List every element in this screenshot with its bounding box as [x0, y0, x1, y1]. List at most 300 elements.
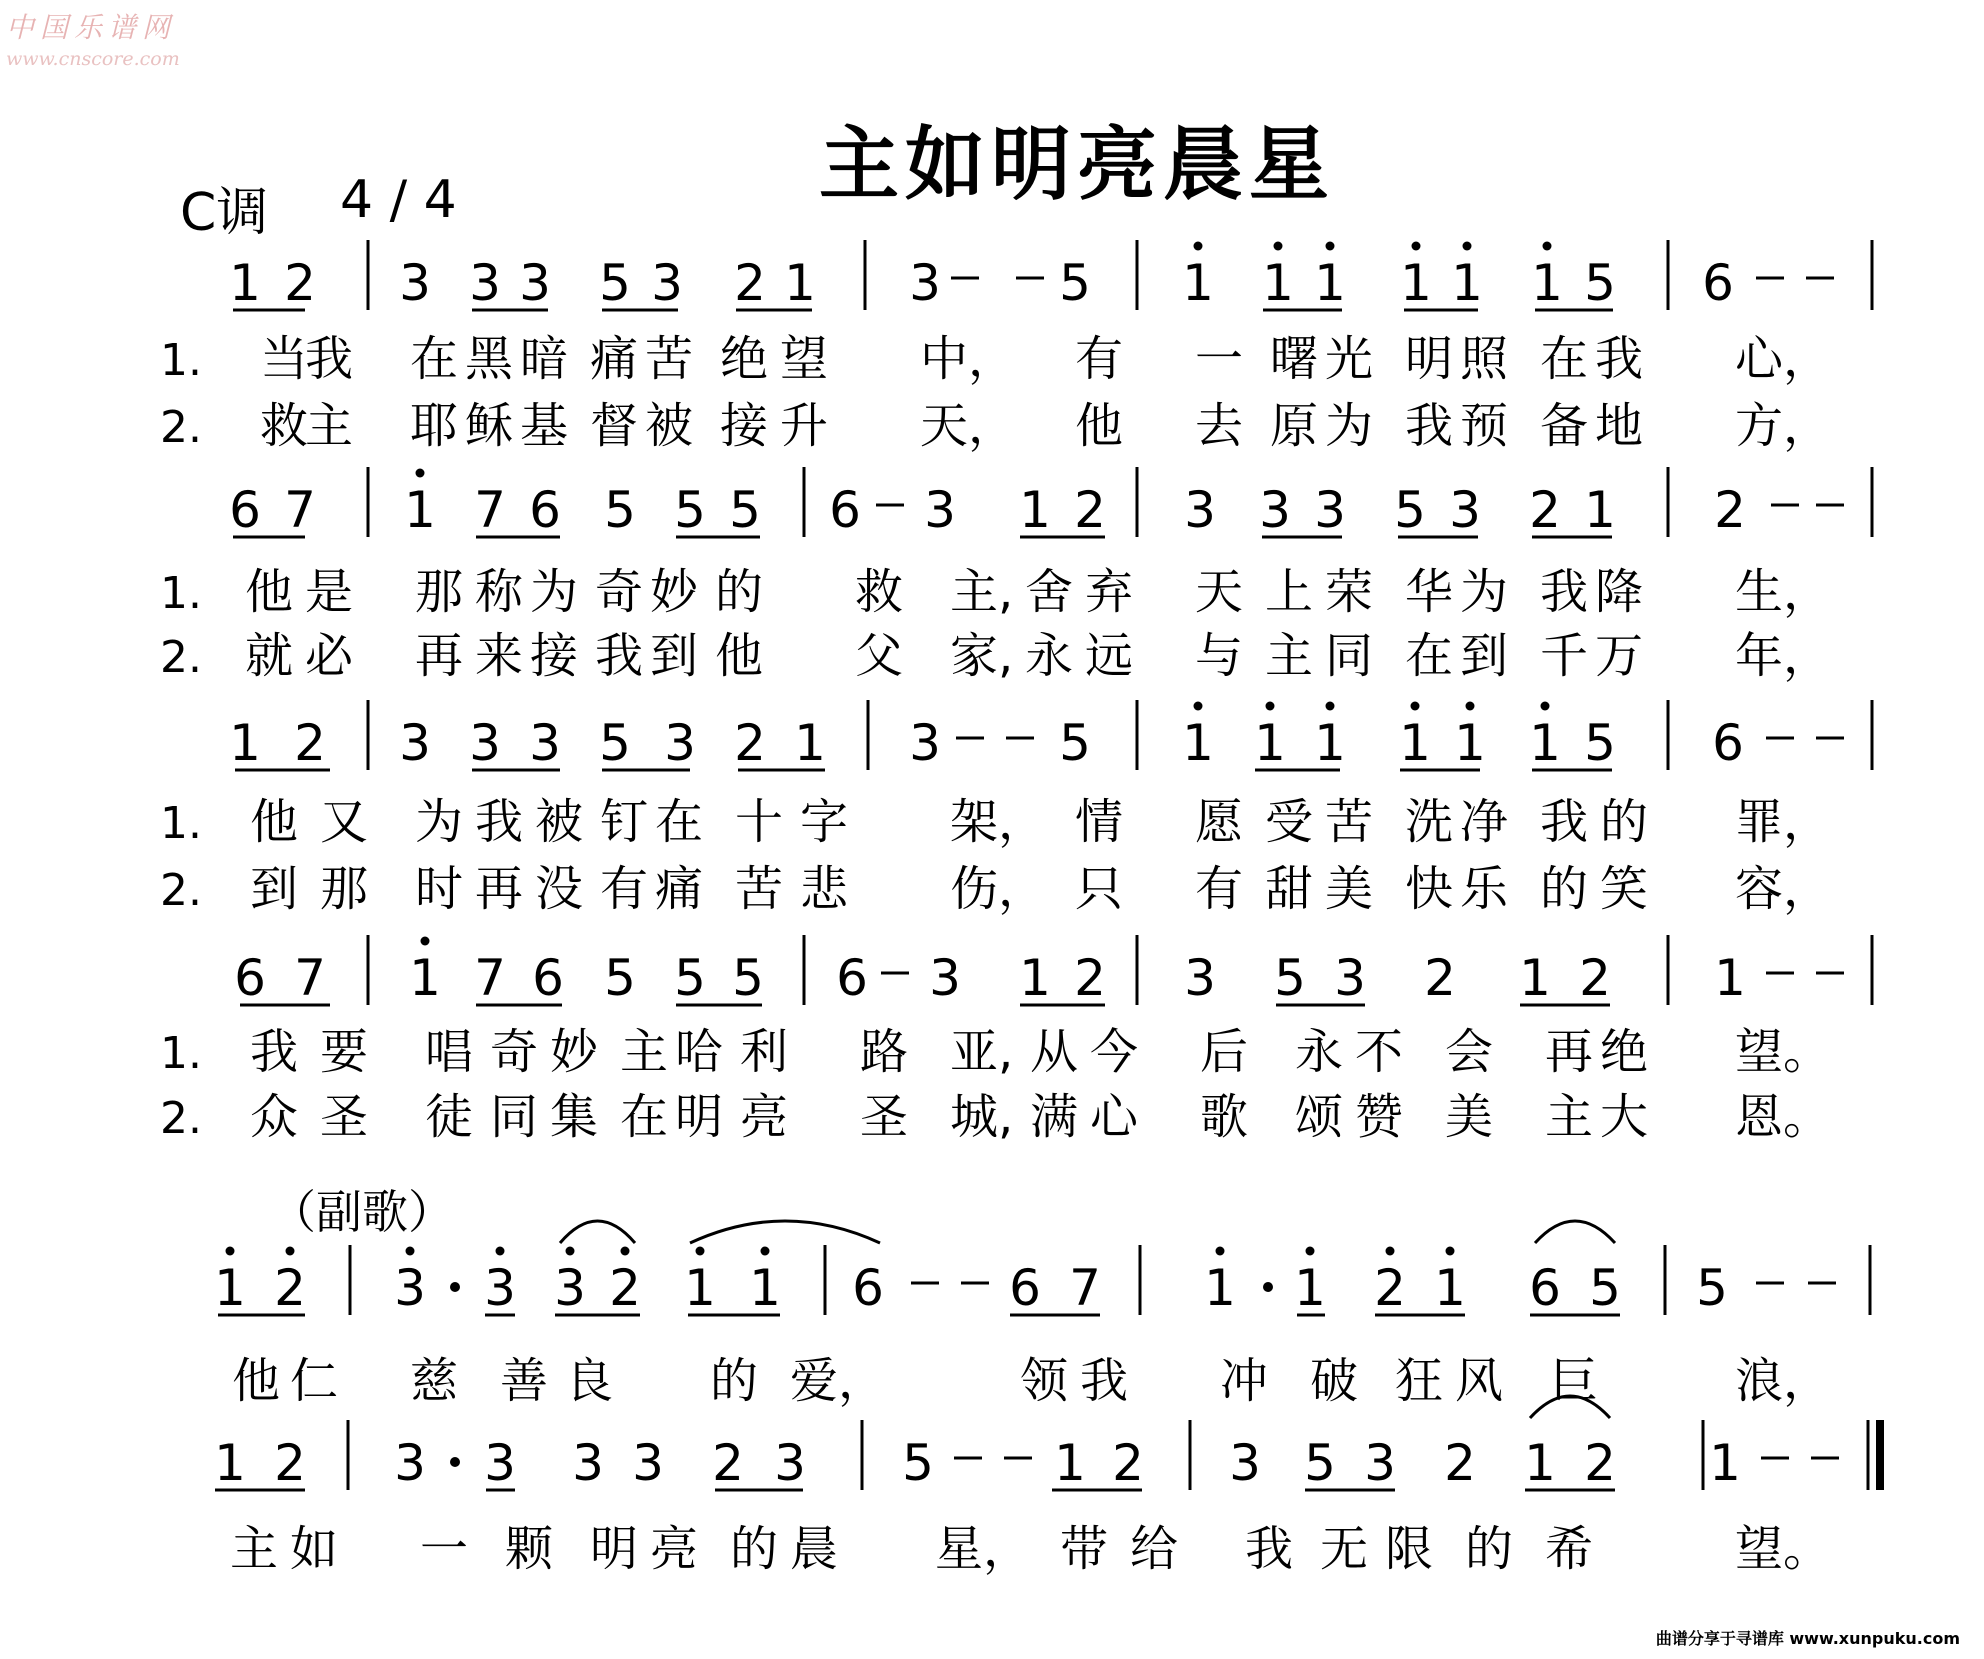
lyric-char: 晨: [790, 1521, 839, 1577]
lyric-char: 去: [1195, 398, 1244, 454]
note-1: 1: [1294, 1259, 1326, 1317]
octave-dot-above: [1412, 242, 1421, 251]
lyric-char: 在: [620, 1089, 669, 1145]
lyric-char: 给: [1130, 1521, 1179, 1577]
verse-number: 1.: [160, 798, 202, 849]
note-3: 3: [554, 1259, 586, 1317]
lyric-char: 远: [1085, 628, 1134, 684]
octave-dot-above: [1194, 702, 1203, 711]
note-5: 5: [604, 949, 636, 1007]
note-1: 1: [1529, 714, 1561, 772]
lyric-char: 中，: [920, 331, 1017, 387]
lyric-char: 是: [305, 564, 354, 620]
verse-number: 1.: [160, 568, 202, 619]
lyric-char: 与: [1195, 628, 1244, 684]
note-3: 3: [924, 481, 956, 539]
lyric-char: 生，: [1735, 564, 1832, 620]
lyric-char: 乐: [1460, 861, 1509, 917]
lyric-char: 暗: [520, 331, 569, 387]
note-2: 2: [1584, 1434, 1616, 1492]
note-3: 3: [399, 254, 431, 312]
note-7: 7: [284, 481, 316, 539]
note-5: 5: [599, 714, 631, 772]
lyric-char: 华: [1405, 564, 1454, 620]
note-6: 6: [1712, 714, 1744, 772]
lyric-char: 的: [710, 1353, 759, 1409]
octave-dot-above: [1411, 702, 1420, 711]
octave-dot-above: [696, 1247, 705, 1256]
lyric-char: 耶: [410, 398, 459, 454]
note-3: 3: [1334, 949, 1366, 1007]
note-7: 7: [474, 949, 506, 1007]
note-1: 1: [1524, 1434, 1556, 1492]
note-3: 3: [394, 1259, 426, 1317]
octave-dot-above: [1446, 1247, 1455, 1256]
octave-dot-above: [1306, 1247, 1315, 1256]
note-1: 1: [1531, 254, 1563, 312]
note-3: 3: [484, 1259, 516, 1317]
augmentation-dot: [450, 1282, 460, 1292]
lyric-char: 颂: [1295, 1089, 1344, 1145]
time-signature: 4 / 4: [340, 170, 457, 230]
lyric-char: 容，: [1735, 861, 1832, 917]
note-2: 2: [1579, 949, 1611, 1007]
lyric-char: 集: [550, 1089, 599, 1145]
lyric-char: 他: [245, 564, 294, 620]
note-1: 1: [1182, 254, 1214, 312]
lyric-char: 我: [1405, 398, 1454, 454]
octave-dot-above: [761, 1247, 770, 1256]
lyric-char: 奇: [490, 1024, 539, 1080]
note-3: 3: [1184, 949, 1216, 1007]
lyric-char: 哈: [675, 1024, 724, 1080]
lyric-char: 的: [730, 1521, 779, 1577]
lyric-char: 苦: [735, 861, 784, 917]
lyric-char: 的: [1600, 794, 1649, 850]
lyric-char: 为: [1460, 564, 1509, 620]
note-5: 5: [1059, 714, 1091, 772]
lyric-char: 再: [1545, 1024, 1594, 1080]
lyric-char: 路: [860, 1024, 909, 1080]
note-2: 2: [712, 1434, 744, 1492]
note-3: 3: [1259, 481, 1291, 539]
note-2: 2: [284, 254, 316, 312]
note-2: 2: [1444, 1434, 1476, 1492]
lyric-char: 的: [715, 564, 764, 620]
lyric-char: 无: [1320, 1521, 1369, 1577]
lyric-char: 如: [290, 1521, 339, 1577]
lyric-char: 称: [475, 564, 524, 620]
lyric-char: 万: [1595, 628, 1644, 684]
note-6: 6: [1702, 254, 1734, 312]
lyric-char: 伤，: [950, 861, 1047, 917]
lyric-char: 一: [1195, 331, 1244, 387]
lyric-char: 苦: [645, 331, 694, 387]
note-5: 5: [674, 481, 706, 539]
note-2: 2: [294, 714, 326, 772]
lyric-char: 城,: [950, 1089, 1014, 1145]
note-1: 1: [214, 1259, 246, 1317]
note-1: 1: [404, 481, 436, 539]
note-3: 3: [469, 714, 501, 772]
note-3: 3: [774, 1434, 806, 1492]
lyric-char: 主: [230, 1521, 279, 1577]
lyric-char: 到: [250, 861, 299, 917]
octave-dot-above: [1543, 242, 1552, 251]
note-2: 2: [1074, 949, 1106, 1007]
octave-dot-above: [1216, 1247, 1225, 1256]
lyric-char: 有: [1195, 861, 1244, 917]
watermark-url: www.cnscore.com: [6, 48, 180, 70]
lyric-char: 在: [1540, 331, 1589, 387]
lyric-char: 的: [1540, 861, 1589, 917]
octave-dot-above: [406, 1247, 415, 1256]
note-2: 2: [1374, 1259, 1406, 1317]
lyric-char: 预: [1460, 398, 1509, 454]
lyric-char: 限: [1385, 1521, 1434, 1577]
note-2: 2: [274, 1259, 306, 1317]
lyric-char: 到: [1460, 628, 1509, 684]
note-6: 6: [529, 481, 561, 539]
octave-dot-above: [286, 1247, 295, 1256]
lyric-char: 他: [1075, 398, 1124, 454]
lyric-char: 善: [500, 1353, 549, 1409]
verse-number: 2.: [160, 402, 202, 453]
verse-number: 2.: [160, 632, 202, 683]
lyric-char: 来: [475, 628, 524, 684]
lyric-char: 我: [475, 794, 524, 850]
lyric-char: 从: [1030, 1024, 1079, 1080]
lyric-char: 字: [800, 794, 849, 850]
lyric-char: 众: [250, 1089, 299, 1145]
note-5: 5: [729, 481, 761, 539]
lyric-char: 荣: [1325, 564, 1374, 620]
lyric-char: 同: [1325, 628, 1374, 684]
lyric-char: 千: [1540, 628, 1589, 684]
note-1: 1: [749, 1259, 781, 1317]
octave-dot-above: [566, 1247, 575, 1256]
lyric-char: 风: [1455, 1353, 1504, 1409]
note-2: 2: [1714, 481, 1746, 539]
octave-dot-above: [1266, 702, 1275, 711]
slur: [690, 1221, 880, 1243]
lyric-char: 那: [320, 861, 369, 917]
lyric-char: 接: [720, 398, 769, 454]
lyric-char: 歌: [1200, 1089, 1249, 1145]
lyric-char: 他: [232, 1353, 281, 1409]
lyric-char: 稣: [465, 398, 514, 454]
note-2: 2: [1074, 481, 1106, 539]
note-1: 1: [1019, 481, 1051, 539]
lyric-char: 同: [490, 1089, 539, 1145]
lyric-char: 悲: [800, 861, 849, 917]
lyric-char: 方，: [1735, 398, 1832, 454]
lyric-char: 大: [1600, 1089, 1649, 1145]
lyric-char: 痛: [590, 331, 639, 387]
lyric-char: 的: [1465, 1521, 1514, 1577]
lyric-char: 弃: [1085, 564, 1134, 620]
lyric-char: 星，: [935, 1521, 1032, 1577]
note-7: 7: [294, 949, 326, 1007]
lyric-char: 破: [1310, 1353, 1359, 1409]
lyric-char: 主,: [950, 564, 1014, 620]
lyric-char: 为: [1325, 398, 1374, 454]
note-1: 1: [1454, 714, 1486, 772]
lyric-char: 接: [530, 628, 579, 684]
lyric-char: 愿: [1195, 794, 1244, 850]
note-3: 3: [632, 1434, 664, 1492]
note-1: 1: [214, 1434, 246, 1492]
lyric-char: 为: [415, 794, 464, 850]
watermark-site-name: 中国乐谱网: [6, 11, 177, 44]
lyric-char: 浪，: [1735, 1353, 1832, 1409]
note-5: 5: [1059, 254, 1091, 312]
lyric-char: 当: [260, 331, 309, 387]
lyric-char: 满: [1030, 1089, 1079, 1145]
lyric-char: 我: [595, 628, 644, 684]
note-1: 1: [1182, 714, 1214, 772]
note-5: 5: [1584, 714, 1616, 772]
note-6: 6: [852, 1259, 884, 1317]
lyric-char: 望。: [1735, 1024, 1832, 1080]
slur: [1535, 1221, 1615, 1243]
lyric-char: 照: [1460, 331, 1509, 387]
lyric-char: 没: [535, 861, 584, 917]
note-2: 2: [274, 1434, 306, 1492]
note-1: 1: [229, 714, 261, 772]
lyric-char: 永: [1295, 1024, 1344, 1080]
note-3: 3: [572, 1434, 604, 1492]
note-6: 6: [234, 949, 266, 1007]
note-1: 1: [409, 949, 441, 1007]
note-6: 6: [829, 481, 861, 539]
note-5: 5: [1696, 1259, 1728, 1317]
lyric-char: 徒: [425, 1089, 474, 1145]
lyric-char: 在: [655, 794, 704, 850]
lyric-char: 再: [415, 628, 464, 684]
augmentation-dot: [450, 1457, 460, 1467]
lyric-char: 明: [590, 1521, 639, 1577]
lyric-char: 苦: [1325, 794, 1374, 850]
note-3: 3: [1449, 481, 1481, 539]
lyric-char: 我: [1595, 331, 1644, 387]
octave-dot-above: [1463, 242, 1472, 251]
verse-number: 2.: [160, 865, 202, 916]
lyric-char: 架，: [950, 794, 1047, 850]
note-6: 6: [1009, 1259, 1041, 1317]
lyric-char: 甜: [1265, 861, 1314, 917]
note-1: 1: [1434, 1259, 1466, 1317]
note-3: 3: [651, 254, 683, 312]
lyric-char: 救: [855, 564, 904, 620]
note-1: 1: [1400, 254, 1432, 312]
lyric-char: 颗: [505, 1521, 554, 1577]
lyric-char: 只: [1075, 861, 1124, 917]
lyric-char: 慈: [410, 1353, 459, 1409]
lyric-char: 情: [1075, 794, 1124, 850]
note-2: 2: [1529, 481, 1561, 539]
octave-dot-above: [1326, 702, 1335, 711]
lyric-char: 地: [1595, 398, 1644, 454]
lyric-char: 光: [1325, 331, 1374, 387]
octave-dot-above: [621, 1247, 630, 1256]
lyric-char: 绝: [720, 331, 769, 387]
lyric-char: 为: [530, 564, 579, 620]
lyric-char: 天: [1195, 564, 1244, 620]
note-6: 6: [1529, 1259, 1561, 1317]
lyric-char: 心，: [1735, 331, 1832, 387]
verse-number: 2.: [160, 1093, 202, 1144]
note-5: 5: [1274, 949, 1306, 1007]
lyric-char: 领: [1020, 1353, 1069, 1409]
lyric-char: 利: [740, 1024, 789, 1080]
octave-dot-above: [1541, 702, 1550, 711]
lyric-char: 天，: [920, 398, 1017, 454]
slur: [560, 1221, 635, 1243]
verse-number: 1.: [160, 1028, 202, 1079]
lyric-char: 恩。: [1735, 1089, 1832, 1145]
lyric-char: 他: [250, 794, 299, 850]
note-3: 3: [909, 714, 941, 772]
lyric-char: 不: [1355, 1024, 1404, 1080]
lyric-char: 家,: [950, 628, 1014, 684]
lyric-char: 在: [1405, 628, 1454, 684]
lyric-char: 舍: [1025, 564, 1074, 620]
lyric-char: 笑: [1600, 861, 1649, 917]
lyric-char: 美: [1325, 861, 1374, 917]
lyric-char: 就: [245, 628, 294, 684]
lyric-char: 冲: [1220, 1353, 1269, 1409]
note-1: 1: [1709, 1434, 1741, 1492]
lyric-char: 亮: [740, 1089, 789, 1145]
lyric-char: 他: [715, 628, 764, 684]
lyric-char: 我: [305, 331, 354, 387]
lyric-char: 我: [250, 1024, 299, 1080]
lyric-char: 要: [320, 1024, 369, 1080]
lyric-char: 原: [1270, 398, 1319, 454]
verse-number: 1.: [160, 335, 202, 386]
note-1: 1: [1451, 254, 1483, 312]
lyric-char: 良: [565, 1353, 614, 1409]
lyric-char: 一: [420, 1521, 469, 1577]
note-2: 2: [1112, 1434, 1144, 1492]
lyric-char: 有: [1075, 331, 1124, 387]
lyric-char: 爱，: [790, 1353, 887, 1409]
lyric-char: 必: [305, 628, 354, 684]
note-7: 7: [1069, 1259, 1101, 1317]
note-1: 1: [1254, 714, 1286, 772]
lyric-char: 在: [410, 331, 459, 387]
lyric-char: 美: [1445, 1089, 1494, 1145]
lyric-char: 那: [415, 564, 464, 620]
note-2: 2: [734, 714, 766, 772]
note-1: 1: [1714, 949, 1746, 1007]
note-1: 1: [1584, 481, 1616, 539]
lyric-char: 赞: [1355, 1089, 1404, 1145]
octave-dot-above: [496, 1247, 505, 1256]
note-5: 5: [1589, 1259, 1621, 1317]
note-5: 5: [674, 949, 706, 1007]
octave-dot-above: [1326, 242, 1335, 251]
note-1: 1: [229, 254, 261, 312]
augmentation-dot: [1263, 1282, 1273, 1292]
lyric-char: 快: [1405, 861, 1454, 917]
octave-dot-above: [1466, 702, 1475, 711]
note-6: 6: [532, 949, 564, 1007]
lyric-char: 被: [645, 398, 694, 454]
note-5: 5: [732, 949, 764, 1007]
note-1: 1: [1019, 949, 1051, 1007]
credit-footer: 曲谱分享于寻谱库 www.xunpuku.com: [1655, 1629, 1960, 1648]
note-1: 1: [1204, 1259, 1236, 1317]
note-3: 3: [529, 714, 561, 772]
note-3: 3: [929, 949, 961, 1007]
note-1: 1: [1314, 254, 1346, 312]
lyric-char: 望: [780, 331, 829, 387]
note-3: 3: [664, 714, 696, 772]
note-2: 2: [609, 1259, 641, 1317]
lyric-char: 钉: [600, 794, 649, 850]
lyric-char: 主: [620, 1024, 669, 1080]
lyric-char: 亮: [650, 1521, 699, 1577]
note-7: 7: [474, 481, 506, 539]
lyric-char: 十: [735, 794, 784, 850]
lyric-char: 曙: [1270, 331, 1319, 387]
key-signature: C调: [180, 183, 269, 243]
lyric-char: 后: [1200, 1024, 1249, 1080]
lyric-char: 升: [780, 398, 829, 454]
lyric-char: 降: [1595, 564, 1644, 620]
lyric-char: 被: [535, 794, 584, 850]
lyric-char: 狂: [1395, 1353, 1444, 1409]
lyric-char: 奇: [595, 564, 644, 620]
lyric-char: 又: [320, 794, 369, 850]
lyric-char: 希: [1545, 1521, 1594, 1577]
lyric-char: 净: [1460, 794, 1509, 850]
lyric-char: 绝: [1600, 1024, 1649, 1080]
note-5: 5: [599, 254, 631, 312]
lyric-char: 再: [475, 861, 524, 917]
note-5: 5: [1584, 254, 1616, 312]
lyric-char: 我: [1245, 1521, 1294, 1577]
song-title: 主如明亮晨星: [819, 118, 1335, 211]
note-5: 5: [1304, 1434, 1336, 1492]
lyric-char: 会: [1445, 1024, 1494, 1080]
note-3: 3: [469, 254, 501, 312]
lyric-char: 到: [650, 628, 699, 684]
note-3: 3: [1184, 481, 1216, 539]
lyric-char: 妙: [550, 1024, 599, 1080]
lyric-char: 明: [1405, 331, 1454, 387]
octave-dot-above: [1194, 242, 1203, 251]
note-5: 5: [902, 1434, 934, 1492]
lyric-char: 黑: [465, 331, 514, 387]
lyric-char: 明: [675, 1089, 724, 1145]
lyric-char: 亚,: [950, 1024, 1014, 1080]
lyric-char: 我: [1540, 564, 1589, 620]
note-5: 5: [1394, 481, 1426, 539]
lyric-char: 带: [1060, 1521, 1109, 1577]
lyric-char: 上: [1265, 564, 1314, 620]
lyric-char: 痛: [655, 861, 704, 917]
note-3: 3: [1314, 481, 1346, 539]
note-1: 1: [1399, 714, 1431, 772]
note-1: 1: [794, 714, 826, 772]
note-1: 1: [1054, 1434, 1086, 1492]
lyric-char: 督: [590, 398, 639, 454]
lyric-char: 主: [1545, 1089, 1594, 1145]
lyric-char: 父: [855, 628, 904, 684]
